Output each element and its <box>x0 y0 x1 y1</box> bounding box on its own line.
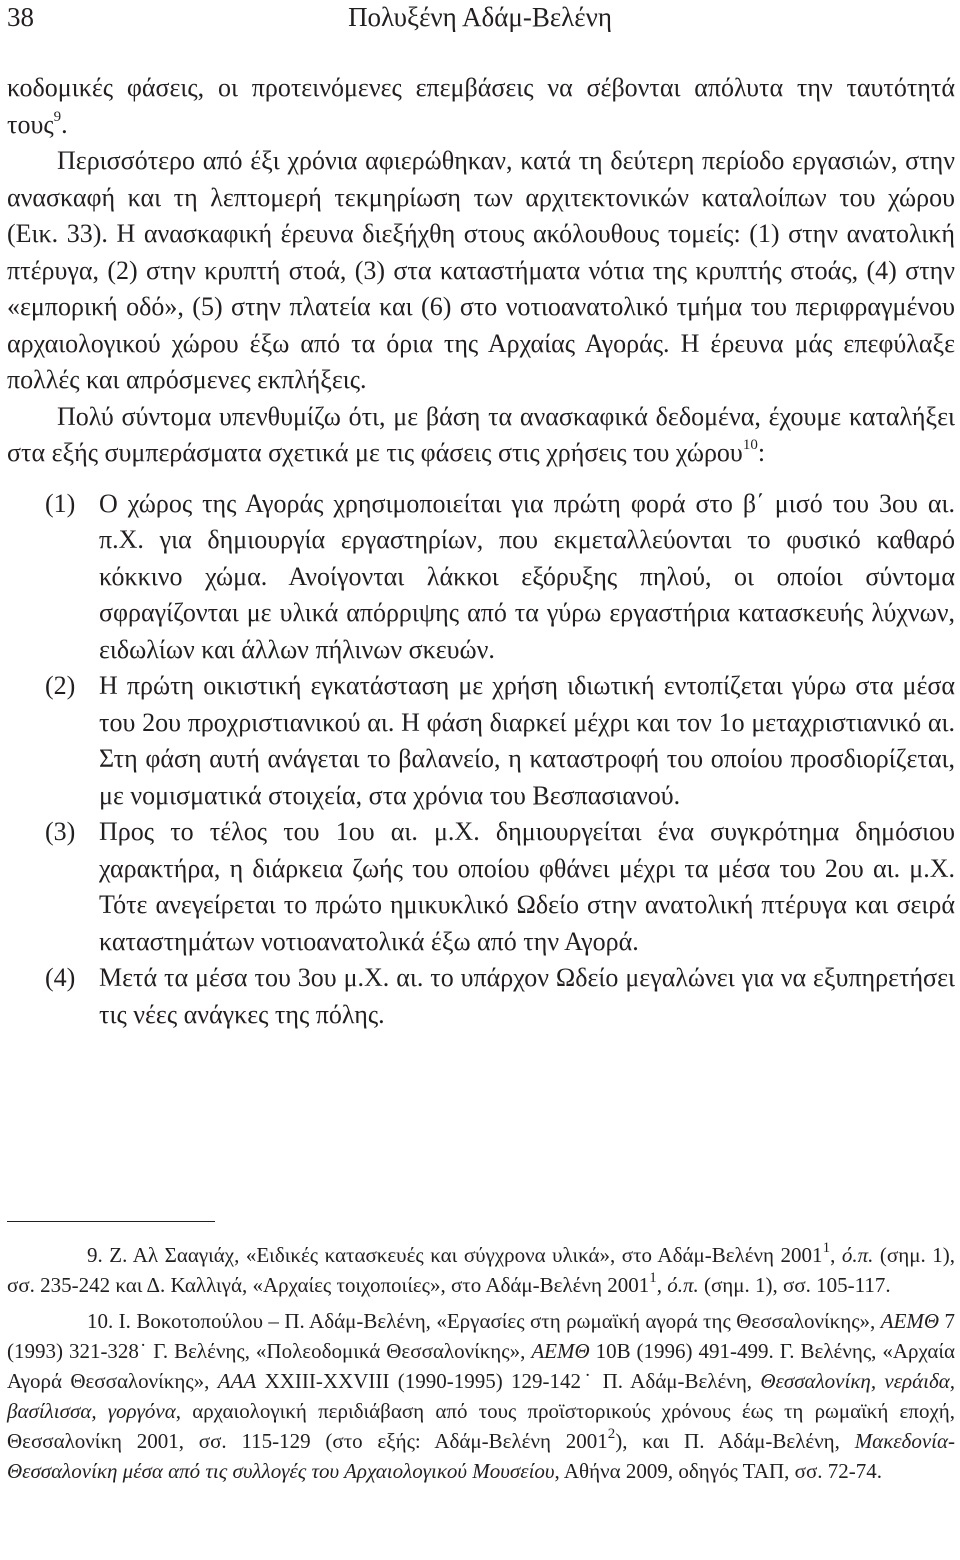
note-italic: ό.π. <box>841 1243 874 1267</box>
list-number: (3) <box>45 817 76 846</box>
list-text: Προς το τέλος του 1ου αι. μ.Χ. δημιουργείται ένα συγκρότημα δημόσιου χαρακτήρα, η διάρκεια ζωής του οποίου φθάνει μέχρι τα μέσα του 2ου αι. μ.Χ. Τότε ανεγείρεται το πρώτο ημικυκλικό Ωδείο στην ανατολική πτέρυγα και σειρά καταστημάτων νοτιοανατολικά έξω από την Αγορά. <box>99 817 955 956</box>
list-item <box>7 814 955 960</box>
note-text: 10. Ι. Βοκοτοπούλου – Π. Αδάμ-Βελένη, «Εργασίες στη ρωμαϊκή αγορά της Θεσσαλονίκης», <box>87 1309 881 1333</box>
note-italic: Μακεδονία-Θεσσαλονίκη μέσα από τις συλλογές του Αρχαιολογικού Μουσείου <box>7 1429 955 1483</box>
list-number: (4) <box>45 963 76 992</box>
note-text: , αρχαιολογική περιδιάβαση από τους προϊστορικούς χρόνους έως τη ρωμαϊκή εποχή, Θεσσαλονίκη 2001, σσ. 115-129 (στο εξής: Αδάμ-Βελένη 2001 <box>7 1399 956 1453</box>
page-header <box>0 0 960 40</box>
list-item <box>7 960 955 1033</box>
list-text: Η πρώτη οικιστική εγκατάσταση με χρήση ιδιωτική εντοπίζεται γύρω στα μέσα του 2ου προχριστιανικού αι. Η φάση διαρκεί μέχρι και τον 1ο μεταχριστιανικό αι. Στη φάση αυτή ανάγεται το βαλανείο, η καταστροφή του οποίου προσδιορίζεται, με νομισματικά στοιχεία, στα χρόνια του Βεσπασιανού. <box>99 671 955 810</box>
note-superscript: 2 <box>607 1426 616 1442</box>
footnote-9 <box>7 1240 955 1300</box>
page-number: 38 <box>7 2 34 32</box>
running-head: Πολυξένη Αδάμ-Βελένη <box>348 2 612 32</box>
list-number: (2) <box>45 671 76 700</box>
list-text: Ο χώρος της Αγοράς χρησιμοποιείται για πρώτη φορά στο β΄ μισό του 3ου αι. π.Χ. για δημιουργία εργαστηρίων, που εκμεταλλεύονται το φυσικό καθαρό κόκκινο χώμα. Ανοίγονται λάκκοι εξόρυξης πηλού, οι οποίοι σύντομα σφραγίζονται με υλικά απόρριψης από τα γύρω εργαστήρια κατασκευής λύχνων, ειδωλίων και άλλων πήλινων σκευών. <box>99 488 955 664</box>
note-italic: ό.π. <box>667 1273 699 1297</box>
note-superscript: 1 <box>822 1240 831 1256</box>
footnote-ref: 9 <box>53 108 62 125</box>
paragraph-tail: : <box>757 438 766 467</box>
footnote-ref: 10 <box>742 437 758 454</box>
note-text: , <box>830 1243 842 1267</box>
note-text: , <box>656 1273 668 1297</box>
note-text: 9. Ζ. Αλ Σααγιάχ, «Ειδικές κατασκευές και σύγχρονα υλικά», στο Αδάμ-Βελένη 2001 <box>87 1243 823 1267</box>
note-text: (σημ. 1), σσ. 105-117. <box>698 1273 891 1297</box>
note-italic: ΑΕΜΘ <box>880 1309 940 1333</box>
list-item <box>7 486 955 669</box>
note-superscript: 1 <box>649 1270 657 1286</box>
note-italic: ΑΕΜΘ <box>531 1339 590 1363</box>
paragraph-text: Πολύ σύντομα υπενθυμίζω ότι, με βάση τα ανασκαφικά δεδομένα, έχουμε καταλήξει στα εξής συμπεράσματα σχετικά με τις φάσεις στις χρήσεις του χώρου <box>7 401 955 467</box>
paragraph-conclusions <box>7 399 955 472</box>
list-text: Μετά τα μέσα του 3ου μ.Χ. αι. το υπάρχον Ωδείο μεγαλώνει για να εξυπηρετήσει τις νέες ανάγκες της πόλης. <box>99 963 955 1029</box>
footnote-10 <box>7 1306 955 1486</box>
body-text <box>7 70 955 1033</box>
note-text: 7 (1993) 321-328˙ Γ. Βελένης, «Πολεοδομικά Θεσσαλονίκης», <box>7 1309 956 1363</box>
note-italic: ΑΑΑ <box>217 1369 257 1393</box>
paragraph-text: κοδομικές φάσεις, οι προτεινόμενες επεμβάσεις να σέβονται απόλυτα την ταυτότητά τους <box>7 73 955 139</box>
note-italic: Θεσσαλονίκη, νεράιδα, βασίλισσα, γοργόνα <box>7 1369 955 1423</box>
paragraph-continued <box>7 70 955 143</box>
phases-list <box>7 486 955 1034</box>
paragraph-tail: . <box>61 109 68 139</box>
footnote-separator <box>7 1221 215 1222</box>
note-text: (σημ. 1), σσ. 235-242 και Δ. Καλλιγά, «Αρχαίες τοιχοποιίες», στο Αδάμ-Βελένη 2001 <box>7 1243 955 1297</box>
list-item <box>7 668 955 814</box>
note-text: ΧΧΙΙΙ-ΧΧVIII (1990-1995) 129-142˙ Π. Αδάμ-Βελένη, <box>256 1369 761 1393</box>
note-text: ), και Π. Αδάμ-Βελένη, <box>615 1429 855 1453</box>
footnotes <box>7 1240 955 1486</box>
note-text: , Αθήνα 2009, οδηγός ΤΑΠ, σσ. 72-74. <box>554 1459 883 1483</box>
list-number: (1) <box>45 488 76 518</box>
note-text: 10Β (1996) 491-499. Γ. Βελένης, «Αρχαία Αγορά Θεσσαλονίκης», <box>7 1339 955 1393</box>
paragraph-excavation: Περισσότερο από έξι χρόνια αφιερώθηκαν, κατά τη δεύτερη περίοδο εργασιών, στην ανασκαφή και τη λεπτομερή τεκμηρίωση των αρχιτεκτονικών καταλοίπων του χώρου (Εικ. 33). Η ανασκαφική έρευνα διεξήχθη στους ακόλουθους τομείς: (1) στην ανατολική πτέρυγα, (2) στην κρυπτή στοά, (3) στα καταστήματα νότια της κρυπτής στοάς, (4) στην «εμπορική οδό», (5) στην πλατεία και (6) στο νοτιοανατολικό τμήμα του περιφραγμένου αρχαιολογικού χώρου έξω από τα όρια της Αρχαίας Αγοράς. Η έρευνα μάς επεφύλαξε πολλές και απρόσμενες εκπλήξεις. <box>7 146 955 394</box>
